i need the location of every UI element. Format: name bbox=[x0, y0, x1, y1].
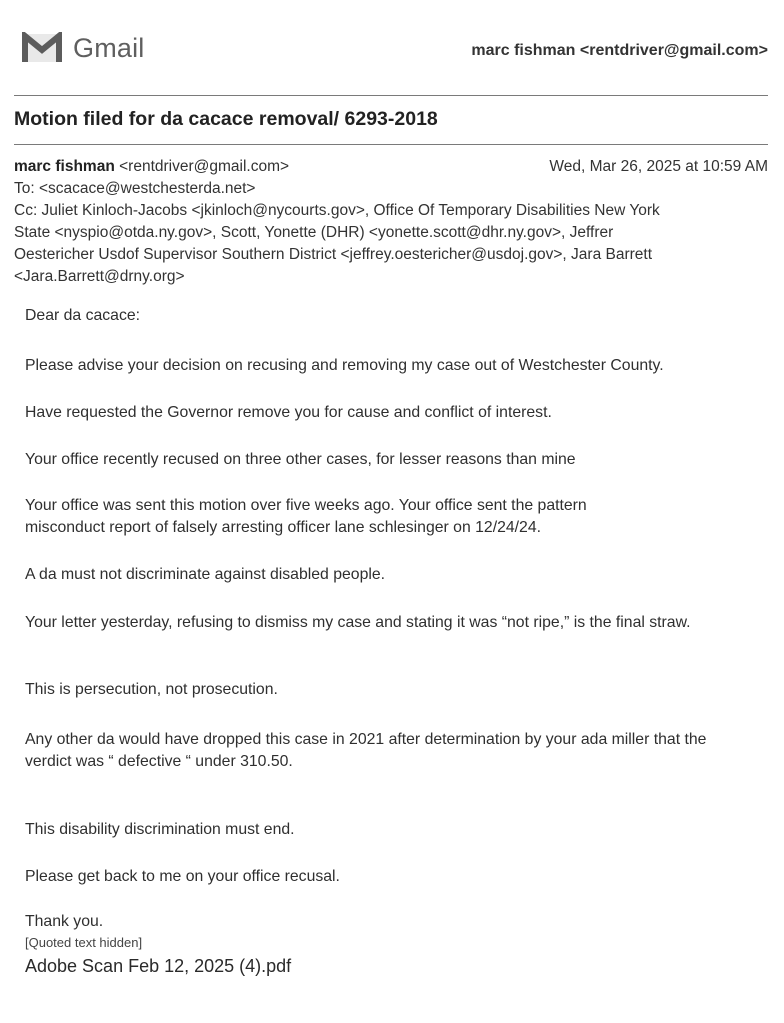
body-paragraph: Please advise your decision on recusing and removing my case out of Westchester County. bbox=[25, 357, 664, 374]
cc-line: State <nyspio@otda.ny.gov>, Scott, Yonette (DHR) <yonette.scott@dhr.ny.gov>, Jeffrer bbox=[14, 224, 614, 241]
account-identity: marc fishman <rentdriver@gmail.com> bbox=[471, 42, 768, 59]
quoted-text-toggle[interactable]: [Quoted text hidden] bbox=[25, 935, 143, 950]
body-paragraph: Have requested the Governor remove you for cause and conflict of interest. bbox=[25, 404, 552, 421]
email-subject: Motion filed for da cacace removal/ 6293-2018 bbox=[14, 108, 438, 130]
app-name: Gmail bbox=[73, 32, 145, 63]
attachment-link[interactable]: Adobe Scan Feb 12, 2025 (4).pdf bbox=[25, 956, 292, 976]
body-paragraph: Any other da would have dropped this case in 2021 after determination by your ada miller that the verdict was “ defective “ under 310.50. bbox=[25, 731, 707, 770]
sender-email: <rentdriver@gmail.com> bbox=[119, 158, 290, 175]
body-paragraph: This disability discrimination must end. bbox=[25, 821, 295, 838]
to-line: To: <scacace@westchesterda.net> bbox=[14, 180, 256, 197]
gmail-m-icon bbox=[21, 32, 63, 64]
sent-date: Wed, Mar 26, 2025 at 10:59 AM bbox=[549, 158, 768, 175]
body-paragraph: Please get back to me on your office recusal. bbox=[25, 868, 340, 885]
divider bbox=[14, 95, 768, 96]
gmail-header bbox=[18, 30, 768, 70]
body-paragraph: Thank you. bbox=[25, 913, 104, 930]
body-paragraph: A da must not discriminate against disabled people. bbox=[25, 566, 386, 583]
divider bbox=[14, 144, 768, 145]
gmail-logo bbox=[21, 32, 145, 64]
cc-line: Oestericher Usdof Supervisor Southern District <jeffrey.oestericher@usdoj.gov>, Jara Barrett bbox=[14, 246, 653, 263]
body-paragraph: Your office recently recused on three other cases, for lesser reasons than mine bbox=[25, 451, 576, 468]
body-paragraph: Your letter yesterday, refusing to dismiss my case and stating it was “not ripe,” is the final straw. bbox=[25, 614, 691, 631]
message-meta bbox=[14, 156, 768, 288]
sender-name: marc fishman bbox=[14, 158, 115, 175]
cc-line: <Jara.Barrett@drny.org> bbox=[14, 268, 185, 285]
body-paragraph: Your office was sent this motion over five weeks ago. Your office sent the pattern misconduct report of falsely arresting officer lane schlesinger on 12/24/24. bbox=[25, 497, 587, 536]
cc-line: Cc: Juliet Kinloch-Jacobs <jkinloch@nycourts.gov>, Office Of Temporary Disabilities New York bbox=[14, 202, 660, 219]
body-paragraph: Dear da cacace: bbox=[25, 307, 141, 324]
body-paragraph: This is persecution, not prosecution. bbox=[25, 681, 278, 698]
